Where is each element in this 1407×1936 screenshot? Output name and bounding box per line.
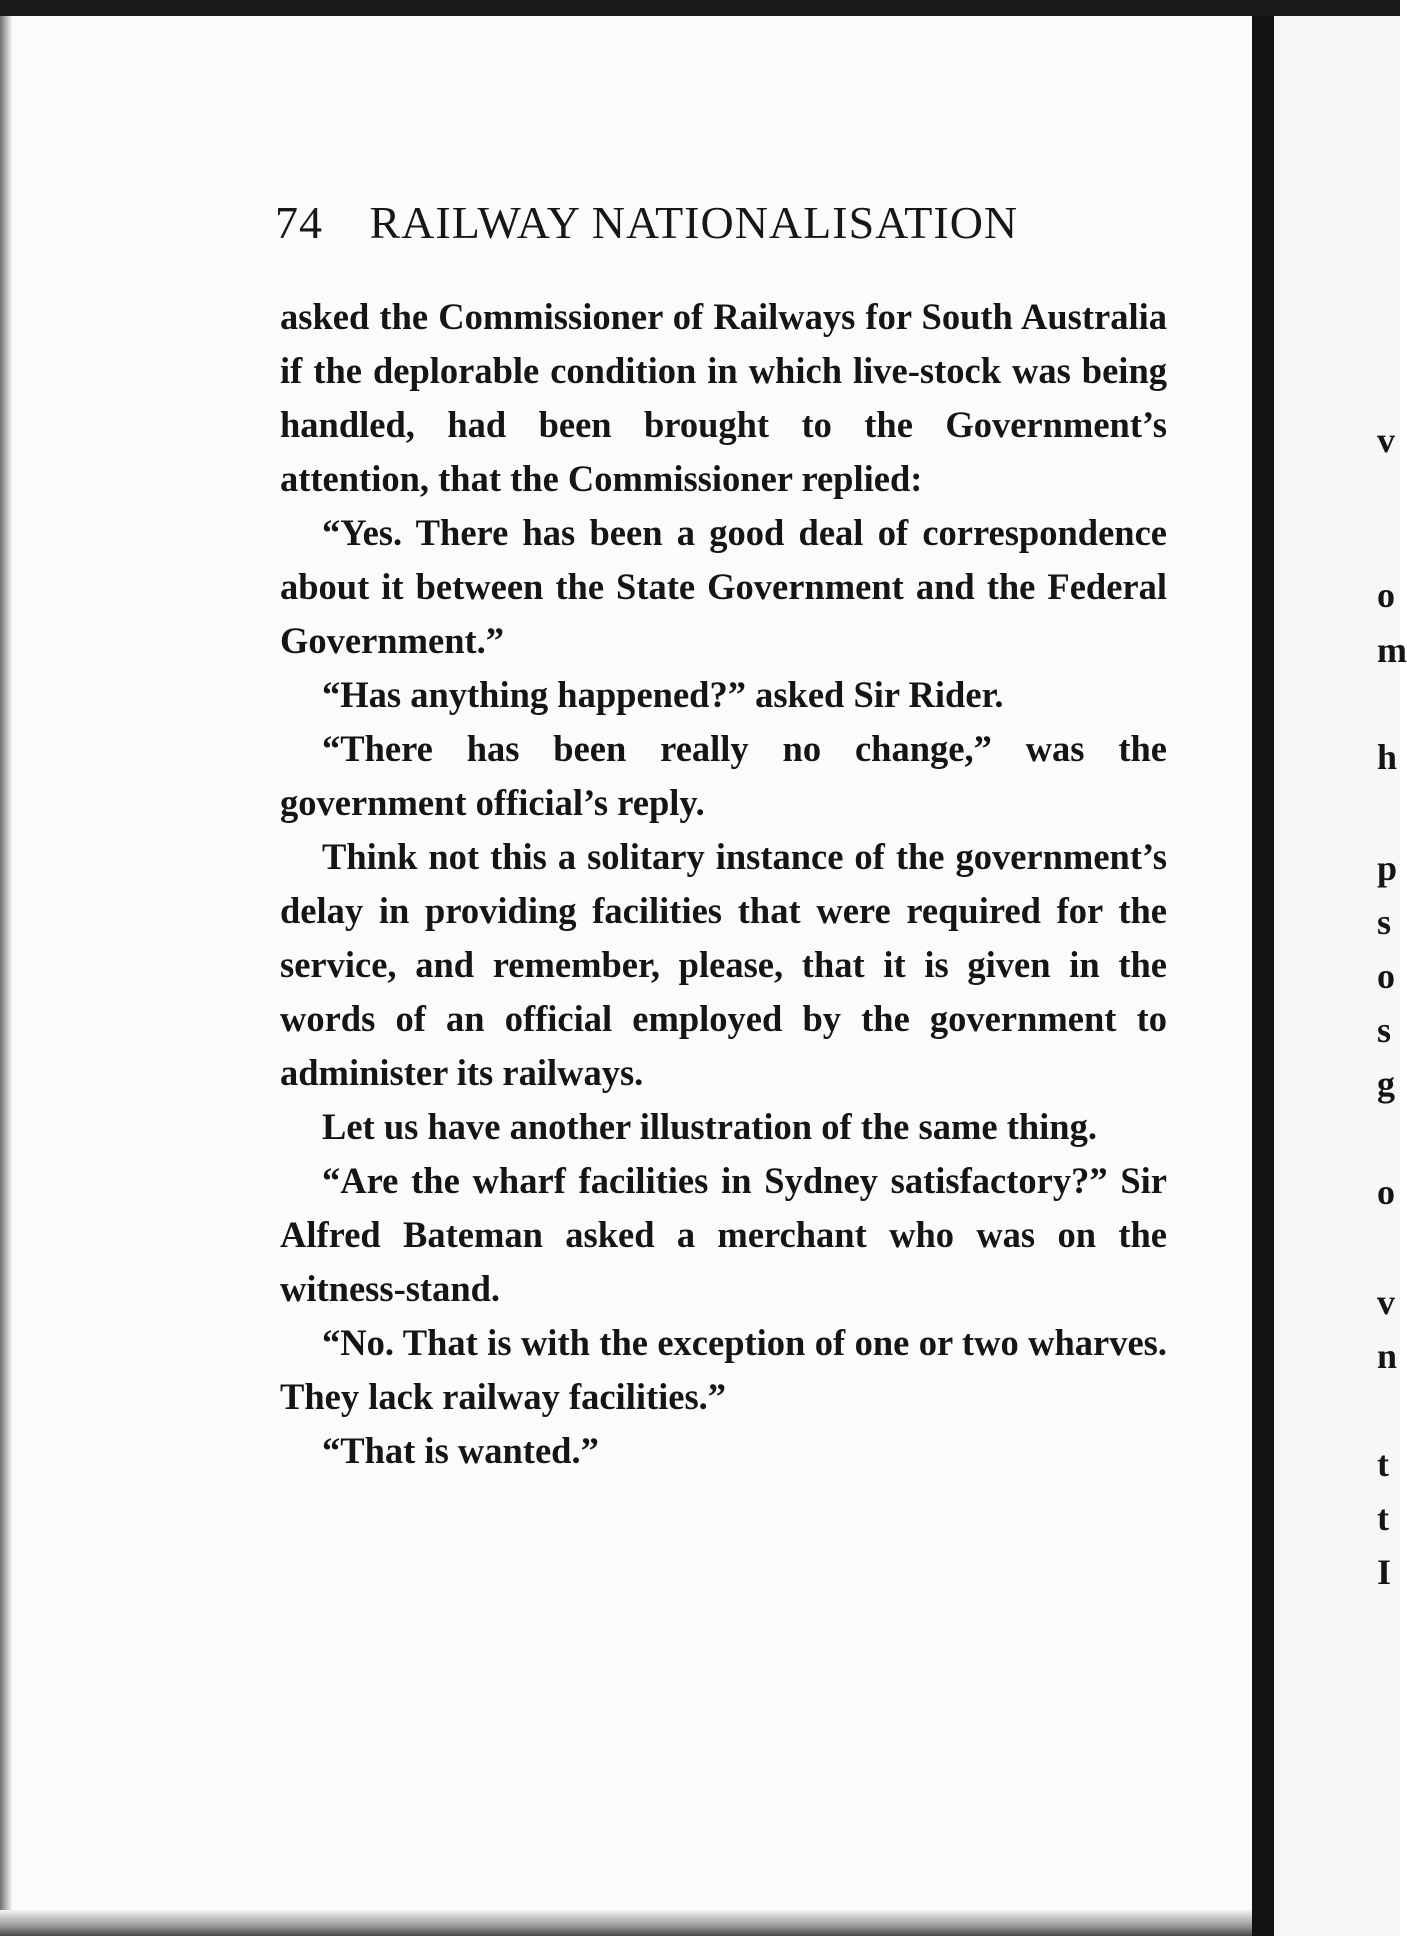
body-text xyxy=(280,290,1167,1478)
facing-page-fragment: t xyxy=(1377,1444,1389,1484)
facing-page-fragment: g xyxy=(1377,1064,1395,1104)
facing-page-fragment: o xyxy=(1377,1172,1395,1212)
book-gutter xyxy=(1252,16,1274,1936)
page-number: 74 xyxy=(275,197,323,248)
facing-page-fragment: h xyxy=(1377,737,1398,777)
paragraph: “No. That is with the exception of one or two wharves. They lack railway facilities.” xyxy=(280,1322,1167,1417)
page-left-edge-shadow xyxy=(0,16,12,1936)
facing-page-fragment: t xyxy=(1377,1498,1389,1538)
facing-page-fragment: v xyxy=(1377,1282,1395,1322)
paragraph: asked the Commissioner of Railways for South Australia if the deplorable condition in which live-stock was being handled, had been brought to the Government’s attention, that the Commissioner replied: xyxy=(280,296,1167,499)
scan-top-border xyxy=(0,0,1400,16)
paragraph: Let us have another illustration of the same thing. xyxy=(322,1106,1097,1147)
page-bottom-shadow xyxy=(0,1910,1255,1936)
paragraph: Think not this a solitary instance of the government’s delay in providing facilities that were required for the service, and remember, please, that it is given in the words of an official employed by the government to administer its railways. xyxy=(280,836,1167,1093)
paragraph: “Yes. There has been a good deal of correspondence about it between the State Government and the Federal Government.” xyxy=(280,512,1167,661)
facing-page-fragment: o xyxy=(1377,956,1395,996)
running-title: RAILWAY NATIONALISATION xyxy=(369,197,1019,248)
facing-page-fragment: n xyxy=(1377,1336,1398,1376)
facing-page-fragment: m xyxy=(1377,630,1407,670)
paragraph: “There has been really no change,” was the government official’s reply. xyxy=(280,728,1167,823)
facing-page-fragment: I xyxy=(1377,1552,1392,1592)
facing-page-fragment: s xyxy=(1377,902,1392,942)
paragraph: “Are the wharf facilities in Sydney satisfactory?” Sir Alfred Bateman asked a merchant who was on the witness-stand. xyxy=(280,1160,1167,1309)
facing-page-fragment: o xyxy=(1377,575,1395,615)
paragraph: “Has anything happened?” asked Sir Rider. xyxy=(322,674,1004,715)
page-header xyxy=(275,196,1175,249)
facing-page-fragment: s xyxy=(1377,1010,1392,1050)
facing-page-fragment: v xyxy=(1377,420,1395,460)
facing-page-fragment: p xyxy=(1377,848,1398,888)
paragraph: “That is wanted.” xyxy=(322,1430,599,1471)
